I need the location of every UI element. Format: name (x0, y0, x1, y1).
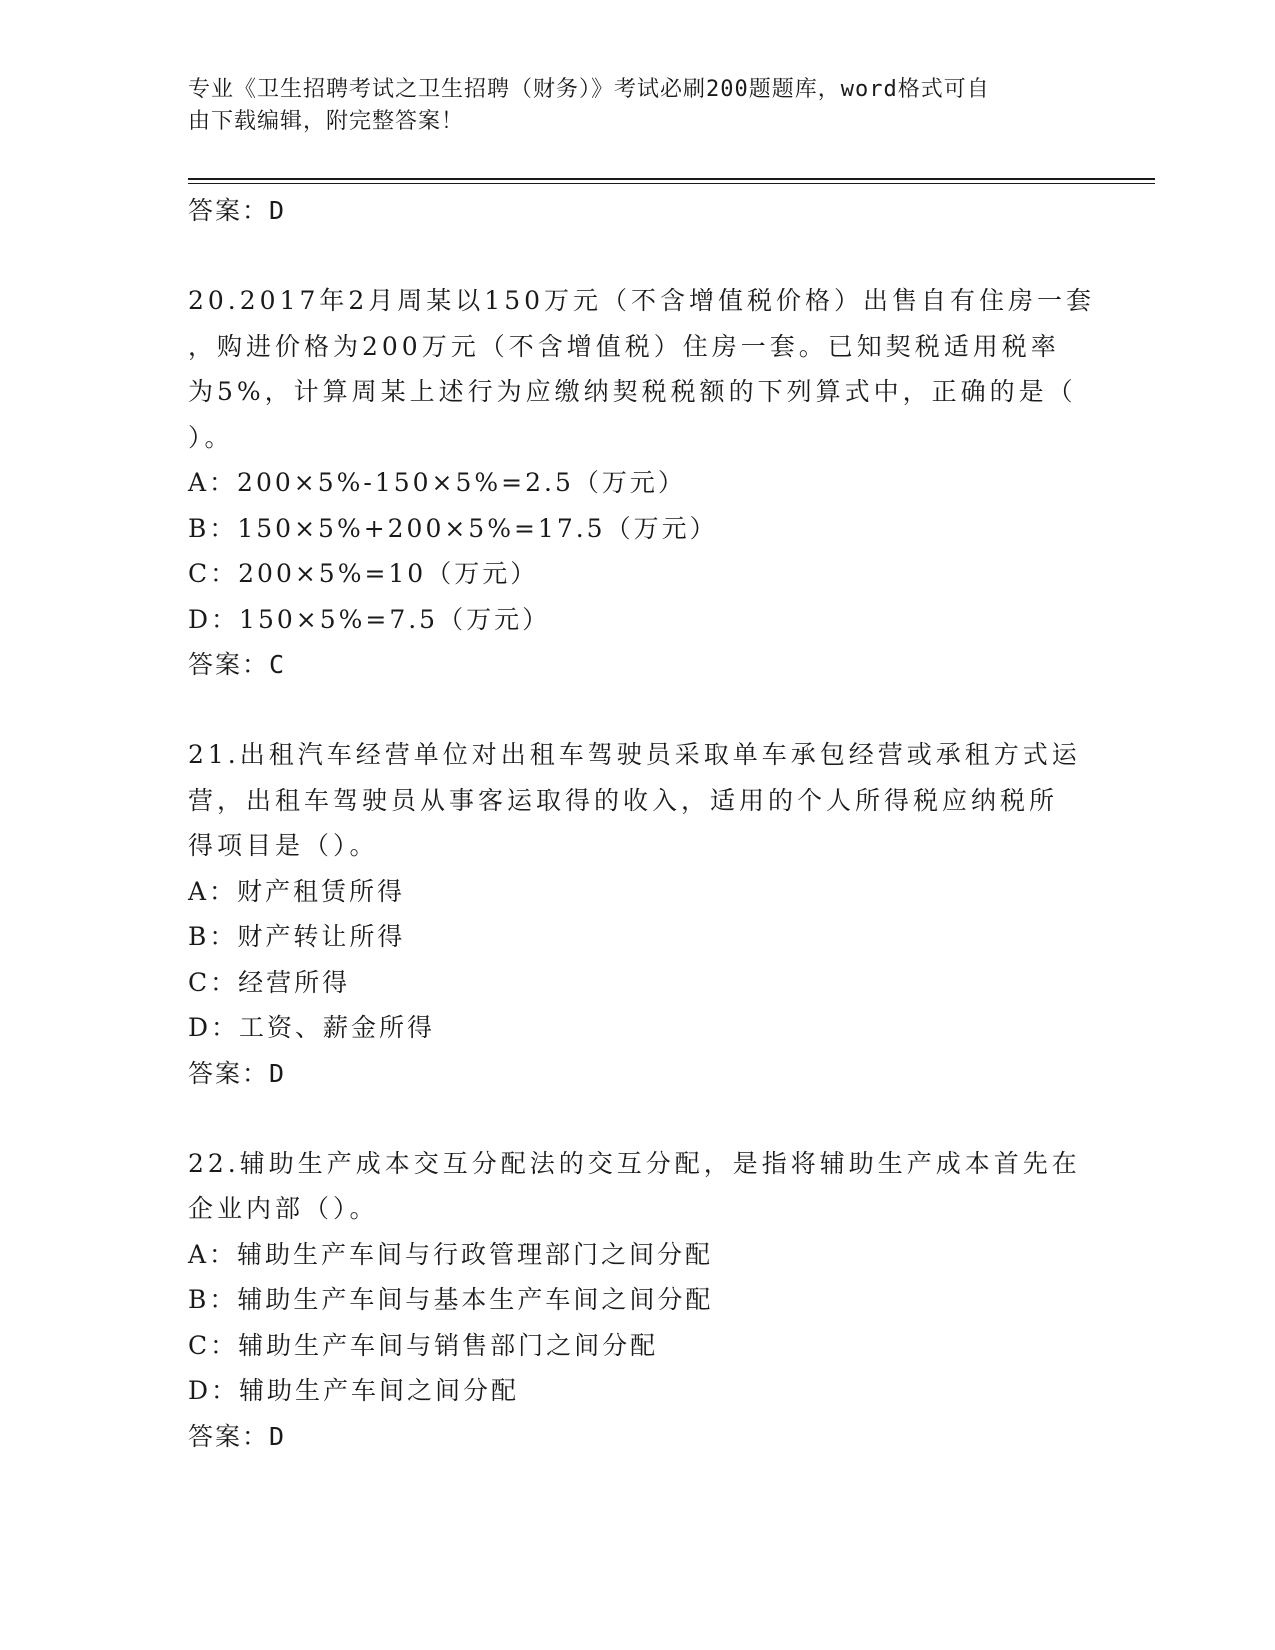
header-line-2: 由下载编辑，附完整答案！ (188, 109, 465, 134)
question-text-line: 22.辅助生产成本交互分配法的交互分配，是指将辅助生产成本首先在 (188, 1148, 1081, 1178)
document-body (188, 188, 1096, 1460)
page-header (188, 74, 1068, 138)
option-a: A：财产租赁所得 (188, 876, 406, 906)
question-20 (188, 278, 1096, 688)
question-text-line: ）。 (188, 422, 234, 452)
answer-line: 答案：D (188, 196, 287, 225)
question-22 (188, 1141, 1088, 1460)
answer-line: 答案：D (188, 1058, 287, 1088)
option-c: C：辅助生产车间与销售部门之间分配 (188, 1330, 659, 1360)
option-b: B：150×5%+200×5%=17.5（万元） (188, 513, 718, 543)
question-text-line: 企业内部（）。 (188, 1194, 379, 1223)
answer-line: 答案：C (188, 650, 287, 679)
question-text-line: ，购进价格为200万元（不含增值税）住房一套。已知契税适用税率 (188, 331, 1060, 361)
answer-line: 答案：D (188, 1421, 287, 1451)
header-divider (188, 178, 1155, 180)
option-d: D：150×5%=7.5（万元） (188, 604, 551, 634)
question-21 (188, 732, 1088, 1097)
header-line-1: 专业《卫生招聘考试之卫生招聘（财务）》考试必刷200题题库，word格式可自 (188, 77, 990, 102)
question-text-line: 为5%，计算周某上述行为应缴纳契税税额的下列算式中，正确的是（ (188, 377, 1077, 406)
option-d: D：工资、薪金所得 (188, 1013, 436, 1042)
option-b: B：财产转让所得 (188, 922, 406, 951)
header-divider-thin (188, 183, 1155, 184)
question-text-line: 得项目是（）。 (188, 831, 379, 860)
question-text-line: 营，出租车驾驶员从事客运取得的收入，适用的个人所得税应纳税所 (188, 785, 1059, 815)
option-b: B：辅助生产车间与基本生产车间之间分配 (188, 1285, 714, 1314)
option-c: C：经营所得 (188, 967, 351, 997)
option-a: A：200×5%-150×5%=2.5（万元） (188, 468, 686, 497)
question-text-line: 21.出租汽车经营单位对出租车驾驶员采取单车承包经营或承租方式运 (188, 740, 1081, 769)
option-a: A：辅助生产车间与行政管理部门之间分配 (188, 1239, 714, 1269)
option-c: C：200×5%=10（万元） (188, 559, 539, 588)
question-text-line: 20.2017年2月周某以150万元（不含增值税价格）出售自有住房一套 (188, 286, 1096, 315)
option-d: D：辅助生产车间之间分配 (188, 1376, 520, 1405)
